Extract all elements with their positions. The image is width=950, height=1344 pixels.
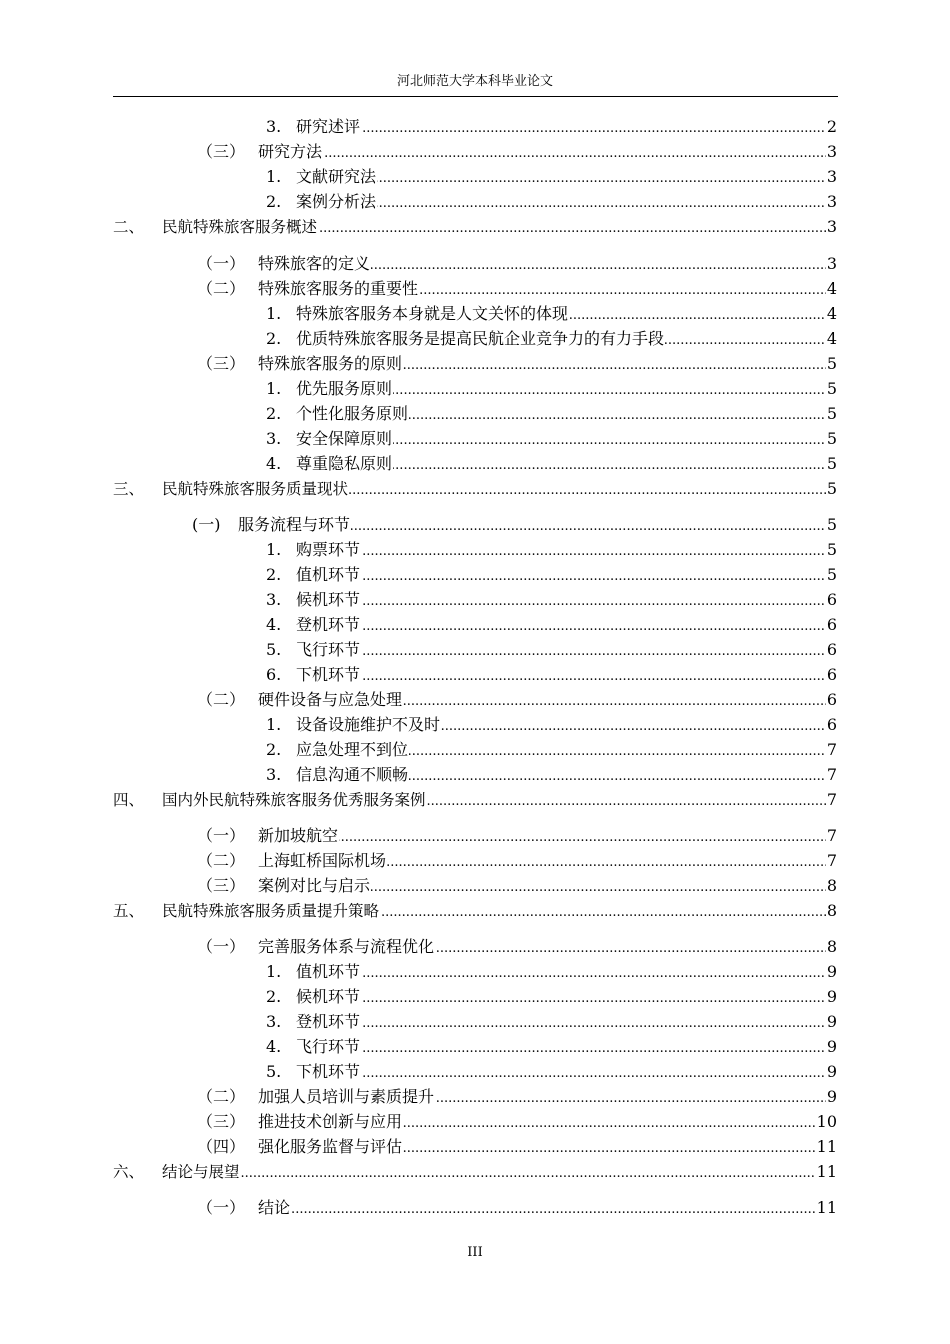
toc-entry[interactable] [0,588,950,612]
toc-entry-number: （三） [197,1112,246,1131]
toc-entry[interactable] [0,1035,950,1059]
toc-entry-title: 下机环节 [296,1060,361,1084]
toc-entry[interactable] [0,563,950,587]
toc-entry-page: 6 [826,613,837,637]
toc-entry-number: 1. [266,715,282,734]
toc-entry-page: 7 [826,788,837,812]
toc-dot-leader [296,588,837,612]
toc-entry-number: （二） [197,690,246,709]
toc-entry-page: 2 [826,115,837,139]
toc-entry[interactable] [0,1160,950,1184]
toc-entry-page: 6 [826,663,837,687]
toc-dot-leader [296,1010,837,1034]
toc-entry-number: 4. [266,454,282,473]
toc-entry-number: 六、 [113,1163,145,1181]
page-header: 河北师范大学本科毕业论文 [396,74,553,89]
toc-entry-title: 强化服务监督与评估 [258,1135,403,1159]
toc-entry-number: （四） [197,1137,246,1156]
toc-entry-title: 购票环节 [296,538,361,562]
toc-entry-number: 2. [266,192,282,211]
toc-entry-page: 9 [826,1060,837,1084]
toc-dot-leader [258,140,837,164]
toc-entry-page: 7 [826,824,837,848]
toc-entry-title: 飞行环节 [296,1035,361,1059]
toc-entry[interactable] [0,427,950,451]
toc-entry-page: 6 [826,688,837,712]
toc-entry-title: 硬件设备与应急处理 [258,688,403,712]
toc-entry-page: 4 [826,277,837,301]
toc-entry-page: 11 [816,1135,837,1159]
toc-entry-number: 6. [266,665,282,684]
toc-entry-number: 2. [266,565,282,584]
toc-entry[interactable] [0,1010,950,1034]
toc-dot-leader [296,190,837,214]
toc-entry[interactable] [0,874,950,898]
toc-entry[interactable] [0,302,950,326]
toc-entry[interactable] [0,1085,950,1109]
toc-entry-number: 3. [266,429,282,448]
toc-entry-title: 值机环节 [296,960,361,984]
toc-entry[interactable] [0,1060,950,1084]
toc-dot-leader [296,1060,837,1084]
toc-entry[interactable] [0,477,950,501]
toc-entry-page: 9 [826,1010,837,1034]
toc-entry-number: （一） [197,1198,246,1217]
toc-entry-number: 3. [266,117,282,136]
toc-entry[interactable] [0,277,950,301]
toc-entry-number: 2. [266,404,282,423]
toc-entry-number: （二） [197,1087,246,1106]
toc-dot-leader [296,638,837,662]
toc-entry-number: 2. [266,987,282,1006]
toc-dot-leader [296,960,837,984]
toc-entry-page: 5 [826,352,837,376]
toc-entry[interactable] [0,849,950,873]
toc-entry-title: 特殊旅客的定义 [258,252,371,276]
toc-entry-page: 8 [826,899,837,923]
toc-entry-page: 7 [826,849,837,873]
toc-entry-title: 登机环节 [296,1010,361,1034]
toc-entry-title: 值机环节 [296,563,361,587]
toc-entry[interactable] [0,763,950,787]
toc-entry-title: 案例对比与启示 [258,874,371,898]
toc-entry-number: 5. [266,640,282,659]
toc-entry-title: 新加坡航空 [258,824,339,848]
toc-entry-number: （一） [197,254,246,273]
toc-entry-number: 三、 [113,480,145,498]
toc-entry-title: 候机环节 [296,985,361,1009]
toc-entry[interactable] [0,327,950,351]
toc-entry[interactable] [0,115,950,139]
toc-entry[interactable] [0,452,950,476]
toc-entry-number: （三） [197,876,246,895]
toc-entry-page: 7 [826,738,837,762]
toc-entry-page: 6 [826,713,837,737]
toc-entry-number: 1. [266,167,282,186]
toc-entry-title: 民航特殊旅客服务概述 [162,215,318,239]
toc-dot-leader [296,563,837,587]
toc-entry[interactable] [0,165,950,189]
toc-entry-number: 1. [266,962,282,981]
toc-entry-title: 结论与展望 [162,1160,241,1184]
toc-entry-title: 研究方法 [258,140,323,164]
toc-dot-leader [258,1196,837,1220]
toc-entry-number: 1. [266,379,282,398]
toc-dot-leader [296,1035,837,1059]
toc-entry-page: 5 [826,477,837,501]
toc-entry-page: 3 [826,190,837,214]
toc-entry-page: 9 [826,960,837,984]
toc-entry-title: 特殊旅客服务的原则 [258,352,403,376]
toc-entry-title: 登机环节 [296,613,361,637]
header-rule [113,96,838,97]
toc-entry-title: 设备设施维护不及时 [296,713,441,737]
toc-entry-page: 7 [826,763,837,787]
toc-entry-title: 特殊旅客服务本身就是人文关怀的体现 [296,302,569,326]
toc-entry-number: 4. [266,615,282,634]
toc-entry-title: 下机环节 [296,663,361,687]
toc-entry-number: 五、 [113,902,145,920]
toc-dot-leader [296,985,837,1009]
toc-entry[interactable] [0,190,950,214]
toc-entry[interactable] [0,538,950,562]
toc-dot-leader [296,613,837,637]
toc-entry-page: 5 [826,427,837,451]
toc-entry-title: 民航特殊旅客服务质量提升策略 [162,899,380,923]
toc-entry-page: 3 [826,215,837,239]
toc-entry-title: 优先服务原则 [296,377,393,401]
toc-entry[interactable] [0,738,950,762]
toc-entry-page: 8 [826,874,837,898]
toc-entry[interactable] [0,1135,950,1159]
toc-entry-title: 推进技术创新与应用 [258,1110,403,1134]
toc-entry-number: 3. [266,590,282,609]
toc-entry-page: 10 [816,1110,837,1134]
toc-entry[interactable] [0,252,950,276]
toc-entry[interactable] [0,377,950,401]
toc-entry-number: 1. [266,540,282,559]
toc-entry[interactable] [0,663,950,687]
toc-entry-page: 5 [826,563,837,587]
toc-entry-page: 9 [826,985,837,1009]
toc-entry-number: 3. [266,765,282,784]
toc-entry-title: 特殊旅客服务的重要性 [258,277,419,301]
toc-dot-leader [296,165,837,189]
toc-entry-number: 四、 [113,791,145,809]
toc-entry-page: 5 [826,452,837,476]
toc-entry-title: 尊重隐私原则 [296,452,393,476]
toc-entry-number: 1. [266,304,282,323]
toc-entry-number: 二、 [113,218,145,236]
toc-entry-title: 优质特殊旅客服务是提高民航企业竞争力的有力手段 [296,327,665,351]
toc-entry-title: 案例分析法 [296,190,377,214]
toc-entry-title: 安全保障原则 [296,427,393,451]
toc-entry-page: 4 [826,327,837,351]
toc-entry[interactable] [0,899,950,923]
toc-entry-title: 上海虹桥国际机场 [258,849,387,873]
toc-entry-page: 5 [826,513,837,537]
toc-entry[interactable] [0,215,950,239]
toc-entry-page: 8 [826,935,837,959]
toc-entry[interactable] [0,824,950,848]
toc-entry-page: 3 [826,140,837,164]
toc-entry[interactable] [0,402,950,426]
toc-entry-title: 加强人员培训与素质提升 [258,1085,435,1109]
toc-entry-title: 完善服务体系与流程优化 [258,935,435,959]
page-number: III [467,1245,483,1260]
toc-dot-leader [296,538,837,562]
toc-entry-number: 3. [266,1012,282,1031]
toc-dot-leader [258,824,837,848]
toc-entry-page: 3 [826,165,837,189]
toc-entry-page: 5 [826,538,837,562]
toc-entry-number: 2. [266,329,282,348]
toc-entry-page: 9 [826,1085,837,1109]
toc-entry-title: 研究述评 [296,115,361,139]
toc-entry-number: （一） [197,937,246,956]
toc-dot-leader [296,663,837,687]
toc-entry-page: 3 [826,252,837,276]
toc-dot-leader [296,115,837,139]
toc-entry[interactable] [0,613,950,637]
toc-entry-number: （三） [197,354,246,373]
toc-entry[interactable] [0,1196,950,1220]
toc-entry[interactable] [0,513,950,537]
toc-entry-title: 飞行环节 [296,638,361,662]
toc-entry[interactable] [0,713,950,737]
toc-entry[interactable] [0,140,950,164]
toc-entry-page: 9 [826,1035,837,1059]
toc-entry-page: 11 [816,1160,837,1184]
toc-entry-title: 个性化服务原则 [296,402,409,426]
toc-entry[interactable] [0,985,950,1009]
toc-entry-page: 5 [826,377,837,401]
toc-entry-number: 2. [266,740,282,759]
toc-entry-page: 11 [816,1196,837,1220]
toc-entry-number: （一） [197,826,246,845]
toc-entry-title: 应急处理不到位 [296,738,409,762]
toc-entry-number: （二） [197,851,246,870]
toc-entry-number: （三） [197,142,246,161]
toc-entry-title: 服务流程与环节 [238,513,351,537]
toc-entry-title: 国内外民航特殊旅客服务优秀服务案例 [162,788,427,812]
toc-entry-title: 信息沟通不顺畅 [296,763,409,787]
toc-entry[interactable] [0,960,950,984]
toc-entry[interactable] [0,788,950,812]
toc-entry-page: 6 [826,638,837,662]
toc-entry-number: （二） [197,279,246,298]
toc-entry-number: (一) [192,515,221,534]
toc-entry-title: 结论 [258,1196,291,1220]
toc-entry-number: 4. [266,1037,282,1056]
toc-entry-title: 文献研究法 [296,165,377,189]
toc-entry-title: 候机环节 [296,588,361,612]
toc-entry-page: 4 [826,302,837,326]
toc-entry[interactable] [0,638,950,662]
toc-dot-leader [162,1160,837,1184]
toc-entry-title: 民航特殊旅客服务质量现状 [162,477,349,501]
toc-entry-page: 6 [826,588,837,612]
toc-entry-number: 5. [266,1062,282,1081]
toc-entry-page: 5 [826,402,837,426]
toc-entry[interactable] [0,935,950,959]
toc-entry[interactable] [0,352,950,376]
toc-entry[interactable] [0,1110,950,1134]
toc-entry[interactable] [0,688,950,712]
